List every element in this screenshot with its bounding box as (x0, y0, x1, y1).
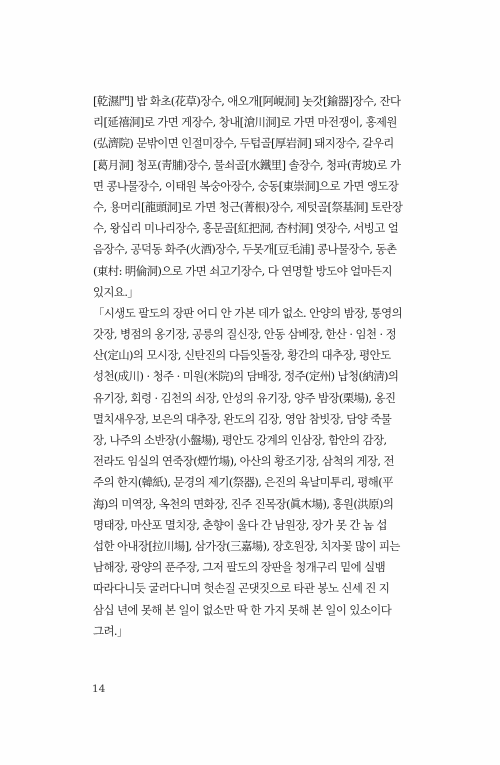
text-line: 수, 용머리[龍頭洞]로 가면 청근(菁根)장수, 제텃골[祭基洞] 토란장 (93, 199, 403, 214)
text-line: 유기장, 회령 · 김천의 쇠장, 안성의 유기장, 양주 밤장(栗場), 옹진 (93, 390, 396, 405)
text-line: 명태장, 마산포 멸치장, 춘향이 울다 간 남원장, 장가 못 간 놈 섭 (93, 517, 387, 532)
paragraph-2 (93, 303, 415, 642)
text-line: 「시생도 팔도의 장판 어디 안 가본 데가 없소. 안양의 밤장, 통영의 (93, 305, 403, 320)
paragraph-1 (93, 91, 415, 303)
text-line: 장, 나주의 소반장(小盤場), 평안도 강계의 인삼장, 함안의 감장, (93, 433, 387, 447)
page-number: 14 (92, 683, 106, 695)
text-line: 성천(成川) · 청주 · 미원(米院)의 담배장, 정주(定州) 납청(納淸)의 (93, 369, 399, 384)
body-text (93, 91, 415, 642)
text-line: 섭한 아내장[拉川場], 삼가장(三嘉場), 장호원장, 치자꽃 많이 피는 (93, 538, 400, 553)
text-line: 산(定山)의 모시장, 신탄진의 다듬잇돌장, 황간의 대추장, 평안도 (93, 348, 391, 363)
text-line: 수, 왕십리 미나리장수, 홍문골[紅把洞, 杏村洞] 엿장수, 서빙고 얼 (93, 221, 399, 236)
text-line: 있지요.」 (93, 284, 139, 299)
text-line: (弘濟院) 문밖이면 인절미장수, 두텁골[厚岩洞] 돼지장수, 갈우리 (93, 136, 394, 151)
text-line: 삼십 년에 못해 본 일이 없소만 딱 한 가지 못해 본 일이 있소이다 (93, 602, 392, 617)
text-line: 海)의 미역장, 옥천의 면화장, 진주 진목장(眞木場), 홍원(洪原)의 (93, 496, 394, 511)
text-line: 리[延禧洞]로 가면 게장수, 창내[滄川洞]로 가면 마전쟁이, 홍제원 (93, 115, 397, 130)
text-line: 주의 한지(韓紙), 문경의 제기(祭器), 은진의 육날미투리, 평해(平 (93, 475, 393, 490)
text-line: [葛月洞] 청포(靑脯)장수, 물쇠골[水鐵里] 솔장수, 청파(靑坡)로 가 (93, 157, 401, 172)
text-line: 그려.」 (93, 623, 128, 638)
text-line: [乾濕門] 밥 화초(花草)장수, 애오개[阿峴洞] 놋갓[鍮器]장수, 잔다 (93, 94, 401, 108)
text-line: 전라도 임실의 연죽장(煙竹場), 아산의 황조기장, 삼척의 게장, 전 (93, 454, 394, 469)
text-line: (東村: 明倫洞)으로 가면 쇠고기장수, 다 연명할 방도야 얼마든지 (93, 263, 392, 278)
text-line: 멸치새우장, 보은의 대추장, 완도의 김장, 영암 참빗장, 담양 죽물 (93, 411, 392, 426)
text-line: 면 콩나물장수, 이태원 복숭아장수, 숭동[東崇洞]으로 가면 앵도장 (93, 178, 399, 193)
text-line: 남해장, 광양의 푼주장, 그저 팔도의 장판을 청개구리 밑에 실뱀 (93, 560, 386, 575)
text-line: 갓장, 병점의 옹기장, 공릉의 질신장, 안동 삼베장, 한산 · 임천 · 정 (93, 327, 397, 342)
text-line: 음장수, 공덕동 화주(火酒)장수, 두못개[豆毛浦] 콩나물장수, 동촌 (93, 242, 397, 257)
text-line: 따라다니듯 굴러다니며 헛손질 곤댓짓으로 타관 봉노 신세 진 지 (93, 581, 390, 596)
